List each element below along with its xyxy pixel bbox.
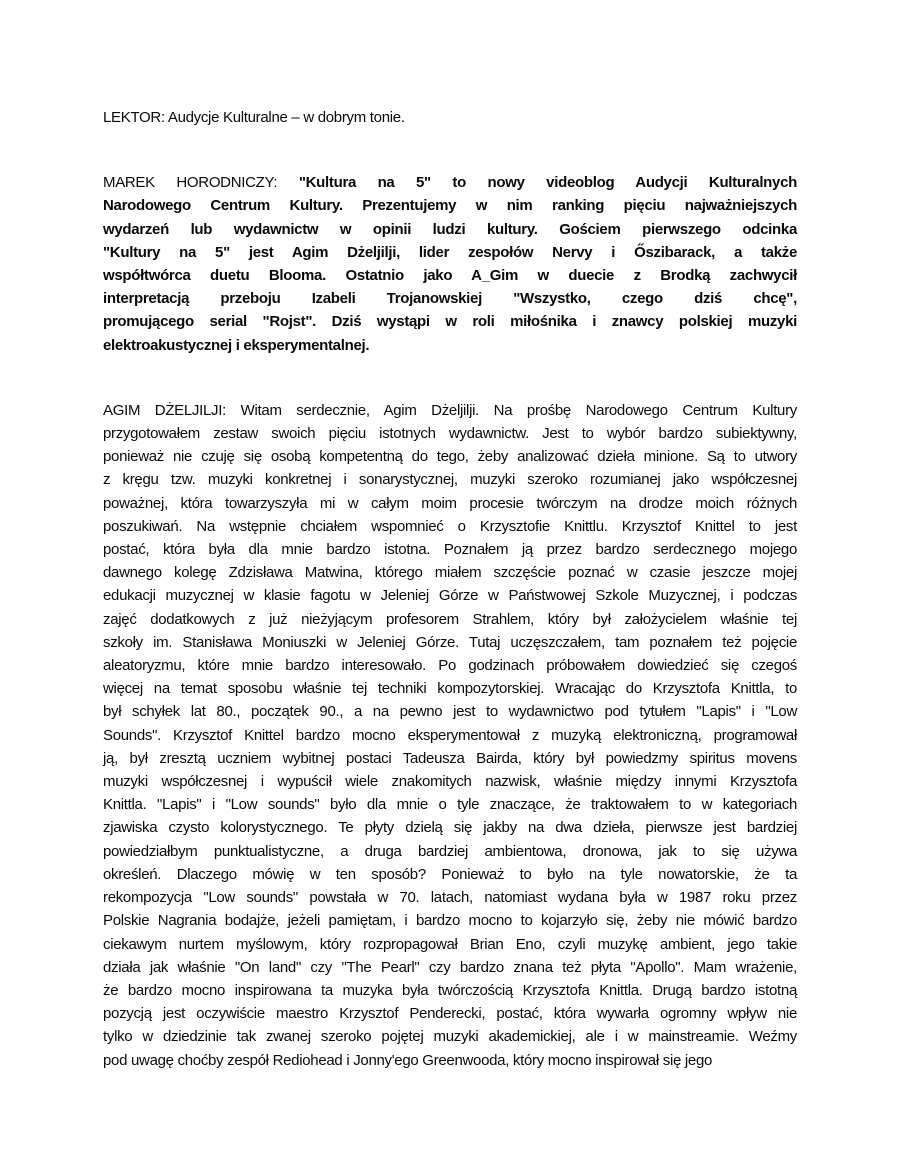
line-text: rekompozycja "Low sounds" powstała w 70. latach, natomiast wydana była w 1987 roku przez — [103, 889, 797, 907]
line-text: Narodowego Centrum Kultury. Prezentujemy w nim ranking pięciu najważniejszych — [103, 197, 797, 215]
text-line — [103, 194, 797, 217]
text-line — [103, 840, 797, 863]
text-line — [103, 310, 797, 333]
line-text: Audycje Kulturalne – w dobrym tonie. — [167, 109, 405, 126]
text-line — [103, 399, 797, 422]
line-text: edukacji muzycznej w klasie fagotu w Jeleniej Górze w Państwowej Szkole Muzycznej, i podczas — [103, 587, 797, 605]
text-line — [103, 468, 797, 491]
line-text: przygotowałem zestaw swoich pięciu istotnych wydawnictw. Jest to wybór bardzo subiektywny, — [103, 425, 797, 443]
paragraph-lektor-intro — [103, 106, 797, 129]
speaker-label: AGIM DŻELJILJI: — [103, 401, 226, 419]
line-text: określeń. Dlaczego mówię w ten sposób? Ponieważ to było na tyle nowatorskie, że ta — [103, 865, 797, 883]
text-line — [103, 677, 797, 700]
paragraph-marek-horodniczy — [103, 171, 797, 357]
line-text: poszukiwań. Na wstępnie chciałem wspomnieć o Krzysztofie Knittlu. Krzysztof Knittel to jest — [103, 517, 797, 535]
text-line — [103, 956, 797, 979]
line-text: powiedziałbym punktualistyczne, a druga bardziej ambientowa, dronowa, jak to się używa — [103, 842, 797, 860]
line-text: z kręgu tzw. muzyki konkretnej i sonarystycznej, muzyki szeroko rozumianej jako współczesnej — [103, 471, 797, 489]
text-line — [103, 334, 797, 357]
line-text: wydarzeń lub wydawnictw w opinii ludzi kultury. Gościem pierwszego odcinka — [103, 220, 797, 238]
text-line — [103, 445, 797, 468]
line-text: był schyłek lat 80., początek 90., a na pewno jest to wydawnictwo pod tytułem "Lapis" i "Low — [103, 703, 797, 721]
paragraph-agim-dzeljilji — [103, 399, 797, 1072]
text-line — [103, 538, 797, 561]
line-text: Sounds". Krzysztof Knittel bardzo mocno eksperymentował z muzyką elektroniczną, programował — [103, 726, 797, 744]
text-line — [103, 171, 797, 194]
line-text: postać, która była dla mnie bardzo istotna. Poznałem ją przez bardzo serdecznego mojego — [103, 541, 797, 559]
line-text: elektroakustycznej i eksperymentalnej. — [103, 336, 370, 354]
text-line — [103, 561, 797, 584]
speaker-label: LEKTOR: — [103, 109, 165, 126]
text-line — [103, 979, 797, 1002]
line-text: Polskie Nagrania bodajże, jeżeli pamiętam, i bardzo mocno to kojarzyło się, żeby nie mówić bardzo — [103, 912, 797, 930]
text-line — [103, 909, 797, 932]
line-text: że bardzo mocno inspirowana ta muzyka była twórczością Krzysztofa Knittla. Drugą bardzo istotną — [103, 981, 797, 999]
line-text: promującego serial "Rojst". Dziś wystąpi w roli miłośnika i znawcy polskiej muzyki — [103, 313, 797, 331]
text-line — [103, 106, 797, 129]
line-text: muzyki współczesnej i wypuścił wiele znakomitych nazwisk, właśnie między innymi Krzysztofa — [103, 773, 797, 791]
text-line — [103, 218, 797, 241]
text-line — [103, 700, 797, 723]
line-text: pod uwagę choćby zespół Rediohead i Jonny'ego Greenwooda, który mocno inspirował się jego — [103, 1051, 713, 1069]
text-line — [103, 793, 797, 816]
text-line — [103, 492, 797, 515]
line-text: interpretacją przeboju Izabeli Trojanowskiej "Wszystko, czego dziś chcę", — [103, 290, 797, 308]
text-line — [103, 654, 797, 677]
text-line — [103, 863, 797, 886]
line-text: Knittla. "Lapis" i "Low sounds" było dla mnie o tyle znaczące, że traktowałem to w kategoriach — [103, 796, 797, 814]
text-line — [103, 1002, 797, 1025]
line-text: więcej na temat sposobu właśnie tej techniki kompozytorskiej. Wracając do Krzysztofa Knittla, to — [103, 680, 797, 698]
text-line — [103, 724, 797, 747]
line-text: dawnego kolegę Zdzisława Matwina, którego miałem szczęście poznać w czasie jeszcze mojej — [103, 564, 797, 582]
text-line — [103, 747, 797, 770]
text-line — [103, 608, 797, 631]
text-line — [103, 1025, 797, 1048]
text-line — [103, 287, 797, 310]
text-line — [103, 584, 797, 607]
line-text: ciekawym nurtem myślowym, który rozpropagował Brian Eno, czyli muzykę ambient, jego takie — [103, 935, 797, 953]
text-line — [103, 933, 797, 956]
text-line — [103, 631, 797, 654]
line-text: pozycją jest oczywiście maestro Krzysztof Penderecki, postać, która wywarła ogromny wpływ nie — [103, 1005, 797, 1023]
line-text: "Kultura na 5" to nowy videoblog Audycji Kulturalnych — [298, 174, 797, 192]
line-text: działa jak właśnie "On land" czy "The Pearl" czy bardzo znana też płyta "Apollo". Mam wrażenie, — [103, 958, 797, 976]
transcript-body — [103, 106, 797, 1072]
line-text: ją, był zresztą uczniem wybitnej postaci Tadeusza Bairda, który był powiedzmy spiritus movens — [103, 749, 797, 767]
text-line — [103, 886, 797, 909]
line-text: ponieważ nie czuję się osobą kompetentną do tego, żeby analizować dzieła minione. Są to utwory — [103, 448, 797, 466]
text-line — [103, 1049, 797, 1072]
line-text: poważnej, która towarzyszyła mi w całym moim procesie twórczym na drodze moich różnych — [103, 494, 797, 512]
text-line — [103, 515, 797, 538]
text-line — [103, 241, 797, 264]
line-text: szkoły im. Stanisława Moniuszki w Jeleniej Górze. Tutaj uczęszczałem, tam poznałem też pojęcie — [103, 633, 797, 651]
line-text: Witam serdecznie, Agim Dżeljilji. Na prośbę Narodowego Centrum Kultury — [240, 401, 797, 419]
line-text: zjawiska czysto kolorystycznego. Te płyty dzielą się jakby na dwa dzieła, pierwsze jest bardziej — [103, 819, 797, 837]
line-text: tylko w dziedzinie tak zwanej szeroko pojętej muzyki akademickiej, ale i w mainstreamie. Weźmy — [103, 1028, 797, 1046]
text-line — [103, 816, 797, 839]
line-text: "Kultury na 5" jest Agim Dżeljilji, lider zespołów Nervy i Őszibarack, a także — [103, 243, 797, 261]
text-line — [103, 264, 797, 287]
line-text: zajęć dodatkowych z już nieżyjącym profesorem Strahlem, który był założycielem właśnie tej — [103, 610, 797, 628]
text-line — [103, 770, 797, 793]
line-text: aleatoryzmu, które mnie bardzo interesowało. Po godzinach próbowałem dowiedzieć się czegoś — [103, 657, 797, 675]
text-line — [103, 422, 797, 445]
line-text: współtwórca duetu Blooma. Ostatnio jako A_Gim w duecie z Brodką zachwycił — [103, 267, 797, 285]
speaker-label: MAREK HORODNICZY: — [103, 174, 278, 192]
